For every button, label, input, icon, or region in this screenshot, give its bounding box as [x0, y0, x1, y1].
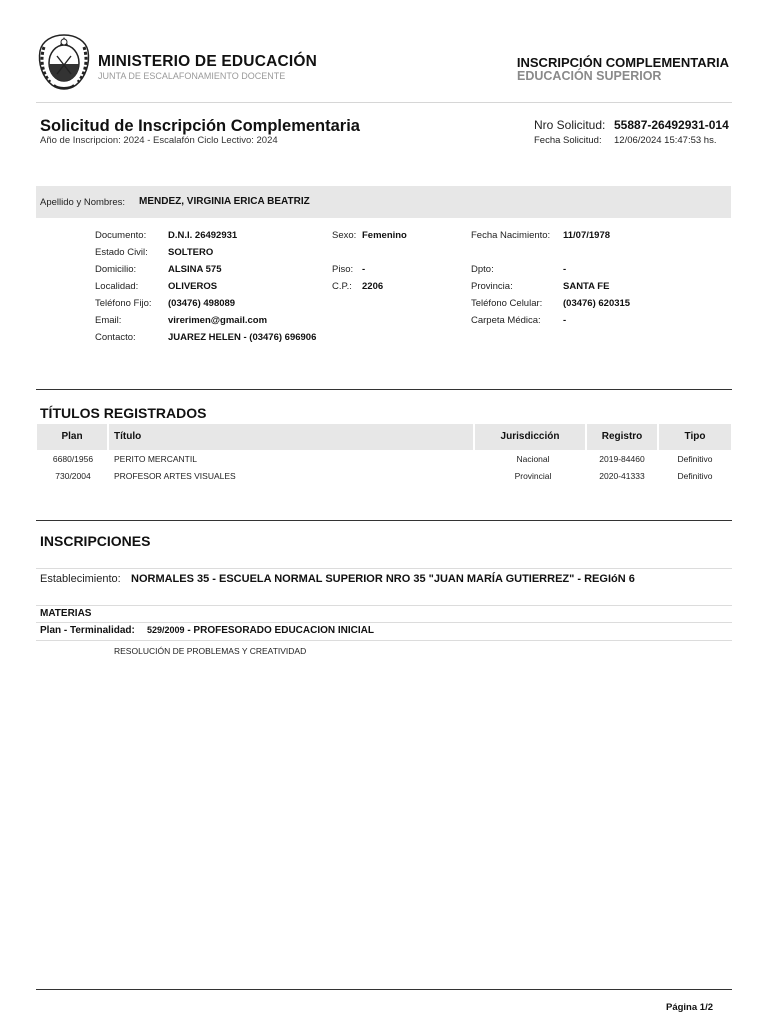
carpeta-medica-value: -: [563, 315, 567, 326]
request-title: Solicitud de Inscripción Complementaria: [40, 117, 360, 135]
cell-registro: 2020-41333: [599, 471, 645, 481]
plan-value: [147, 625, 374, 636]
request-subtitle: Año de Inscripcion: 2024 - Escalafón Ciclo Lectivo: 2024: [40, 135, 278, 146]
footer-divider: [36, 989, 732, 990]
telefono-fijo-value: (03476) 498089: [168, 298, 236, 309]
plan-label: Plan - Terminalidad:: [40, 625, 135, 636]
telefono-fijo-label: Teléfono Fijo:: [95, 298, 152, 309]
contacto-value: JUAREZ HELEN - (03476) 696906: [168, 332, 317, 343]
plan-name: - PROFESORADO EDUCACION INICIAL: [184, 625, 374, 636]
documento-label: Documento:: [95, 230, 147, 241]
titles-section-title: TÍTULOS REGISTRADOS: [40, 405, 207, 421]
cp-label: C.P.:: [332, 281, 352, 292]
col-jurisdiccion-header: Jurisdicción: [475, 424, 585, 450]
request-date-value: 12/06/2024 15:47:53 hs.: [614, 135, 717, 146]
name-label: Apellido y Nombres:: [40, 197, 126, 208]
inscriptions-section-title: INSCRIPCIONES: [40, 533, 151, 549]
ministry-title: MINISTERIO DE EDUCACIÓN: [98, 53, 318, 70]
doc-type-title: INSCRIPCIÓN COMPLEMENTARIA: [516, 55, 729, 70]
ministry-subtitle: JUNTA DE ESCALAFONAMIENTO DOCENTE: [98, 71, 286, 81]
establishment-value: NORMALES 35 - ESCUELA NORMAL SUPERIOR NRO 35 "JUAN MARÍA GUTIERREZ" - REGIóN 6: [131, 573, 635, 585]
provincial-seal-icon: [36, 33, 92, 91]
materias-label: MATERIAS: [40, 608, 92, 619]
email-value: virerimen@gmail.com: [168, 315, 268, 326]
nacimiento-value: 11/07/1978: [563, 230, 611, 241]
cell-registro: 2019-84460: [599, 454, 645, 464]
cell-jurisdiccion: Nacional: [516, 454, 550, 464]
piso-label: Piso:: [332, 264, 354, 275]
localidad-value: OLIVEROS: [168, 281, 218, 292]
estado-civil-value: SOLTERO: [168, 247, 214, 258]
request-number-value: 55887-26492931-014: [614, 118, 729, 132]
cell-titulo: PERITO MERCANTIL: [114, 454, 197, 464]
titles-table-header: [37, 424, 731, 450]
name-value: MENDEZ, VIRGINIA ERICA BEATRIZ: [139, 196, 310, 207]
materia-item: RESOLUCIÓN DE PROBLEMAS Y CREATIVIDAD: [114, 646, 307, 656]
doc-type-subtitle: EDUCACIÓN SUPERIOR: [517, 69, 662, 83]
piso-value: -: [362, 264, 366, 275]
cell-tipo: Definitivo: [677, 454, 713, 464]
plan-top-divider: [36, 622, 732, 623]
cell-plan: 6680/1956: [52, 454, 94, 464]
request-number-label: Nro Solicitud:: [534, 118, 606, 132]
header-divider: [36, 102, 732, 103]
request-date-label: Fecha Solicitud:: [534, 135, 602, 146]
provincia-value: SANTA FE: [563, 281, 610, 292]
plan-code: 529/2009: [147, 625, 185, 635]
documento-value: D.N.I. 26492931: [168, 230, 238, 241]
sexo-value: Femenino: [362, 230, 407, 241]
sexo-label: Sexo:: [332, 230, 357, 241]
col-titulo-header: Título: [109, 424, 473, 450]
telefono-celular-value: (03476) 620315: [563, 298, 631, 309]
establishment-label: Establecimiento:: [40, 573, 121, 585]
cell-jurisdiccion: Provincial: [514, 471, 552, 481]
col-registro-header: Registro: [587, 424, 657, 450]
dpto-value: -: [563, 264, 567, 275]
materias-top-divider: [36, 605, 732, 606]
domicilio-value: ALSINA 575: [168, 264, 222, 275]
plan-bottom-divider: [36, 640, 732, 641]
cell-tipo: Definitivo: [677, 471, 713, 481]
email-label: Email:: [95, 315, 122, 326]
cell-titulo: PROFESOR ARTES VISUALES: [114, 471, 236, 481]
page-number: Página 1/2: [666, 1002, 713, 1013]
col-plan-header: Plan: [37, 424, 107, 450]
nacimiento-label: Fecha Nacimiento:: [471, 230, 551, 241]
section-divider-inscriptions: [36, 520, 732, 521]
estado-civil-label: Estado Civil:: [95, 247, 148, 258]
telefono-celular-label: Teléfono Celular:: [471, 298, 543, 309]
section-divider-titles: [36, 389, 732, 390]
provincia-label: Provincia:: [471, 281, 513, 292]
col-tipo-header: Tipo: [659, 424, 731, 450]
domicilio-label: Domicilio:: [95, 264, 137, 275]
localidad-label: Localidad:: [95, 281, 139, 292]
cp-value: 2206: [362, 281, 384, 292]
establishment-top-divider: [36, 568, 732, 569]
cell-plan: 730/2004: [55, 471, 91, 481]
contacto-label: Contacto:: [95, 332, 136, 343]
dpto-label: Dpto:: [471, 264, 494, 275]
carpeta-medica-label: Carpeta Médica:: [471, 315, 541, 326]
